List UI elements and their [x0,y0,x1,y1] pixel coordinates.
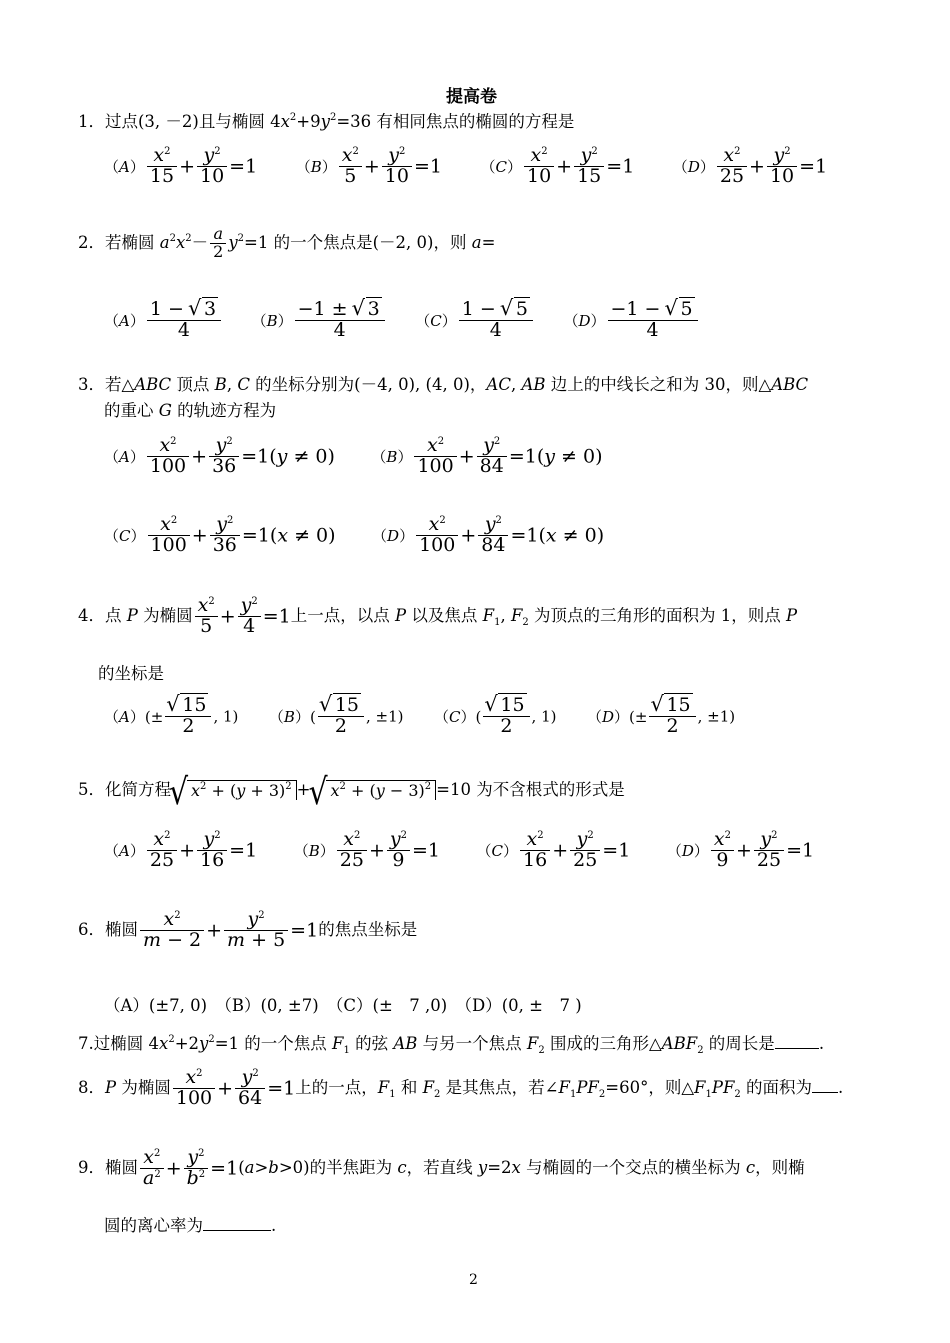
question-9-line2: 圆的离心率为 . [104,1216,277,1235]
question-8: 8．P 为椭圆 $\frac{x^2}{100}$ + $\frac{y^2}{64}$ =1上的一点，$F_1$ 和 $F_2$ 是其焦点，若$\angle F_1PF_2=60^\circ$，则$\triangle F_1PF_2$ 的面积为 . [78,1066,844,1109]
question-7: 7.过椭圆 $4x^2+2y^2=1$ 的一个焦点 $F_1$ 的弦 AB 与另一个焦点 $F_2$ 围成的三角形$\triangle ABF_2$ 的周长是 . [78,1034,825,1056]
answer-blank[interactable] [812,1080,838,1093]
question-2: 2．若椭圆 $a^2x^2-$ $\frac{a}{2}$ $y^2=1$ 的一个焦点是(－2, 0)，则 a= [78,224,496,261]
question-2-options: （A） $\frac{1 - √ 3}{4}$ （B） $\frac{-1 \pm √ 3}{4}$ （C） $\frac{1 - √ 5}{4}$ （D） $\frac{-1 - √ 5}{4}$ [104,300,700,341]
question-5-options: （A） $\frac{x^2}{25}$ + $\frac{y^2}{16}$ =1 （B） $\frac{x^2}{25}$ + $\frac{y^2}{9}$ =1 （C） $\frac{x^2}{16}$ + $\frac{y^2}{25}$ =1 （D） $\frac{x^2}{9}$ + $\frac{y^2}{25}$ =1 [104,828,815,871]
question-3-options-ab: （A） $\frac{x^2}{100}$ + $\frac{y^2}{36}$ =1(y ≠ 0) （B） $\frac{x^2}{100}$ + $\frac{y^2}{84}$ =1(y ≠ 0) [104,434,603,477]
question-1-options: （A） $\frac{x^2}{15}$ + $\frac{y^2}{10}$ =1 （B） $\frac{x^2}{5}$ + $\frac{y^2}{10}$ =1 （C） $\frac{x^2}{10}$ + $\frac{y^2}{15}$ =1 （D） $\frac{x^2}{25}$ + $\frac{y^2}{10}$ =1 [104,144,828,187]
answer-blank[interactable] [775,1036,819,1049]
page-number: 2 [469,1272,478,1288]
question-4-options: （A）(± √ $\frac{15}{2}$ , 1) （B）( √ $\frac{15}{2}$ , ±1) （C）( √ $\frac{15}{2}$ , 1) （D）(± √ $\frac{15}{2}$ , ±1) [104,696,735,737]
question-1: 1．过点(3, －2)且与椭圆 $4x^2+9y^2=36$ 有相同焦点的椭圆的方程是 [78,112,575,131]
question-3-options-cd: （C） $\frac{x^2}{100}$ + $\frac{y^2}{36}$ =1(x ≠ 0) （D） $\frac{x^2}{100}$ + $\frac{y^2}{84}$ =1(x ≠ 0) [104,513,605,556]
question-5: 5．化简方程√ $x^2 + (y + 3)^2$ +√ $x^2 + (y - 3)^2 =10$ 为不含根式的形式是 [78,776,625,800]
question-4: 4．点 P 为椭圆 $\frac{x^2}{5}$ + $\frac{y^2}{4}$ =1上一点，以点 P 以及焦点 $F_1$, $F_2$ 为顶点的三角形的面积为 1，则点 P [78,594,798,637]
question-6: 6．椭圆 $\frac{x^2}{m - 2}$ + $\frac{y^2}{m + 5}$ =1的焦点坐标是 [78,908,418,951]
question-3: 3．若△ABC 顶点 B, C 的坐标分别为(－4, 0), (4, 0)，AC, AB 边上的中线长之和为 30，则△ABC [78,375,809,394]
question-3-line2: 的重心 G 的轨迹方程为 [104,401,277,420]
page-title: 提高卷 [446,87,497,107]
question-9: 9．椭圆 $\frac{x^2}{a^2}$ + $\frac{y^2}{b^2}$ =1(a>b>0)的半焦距为 c，若直线 y=2x 与椭圆的一个交点的横坐标为 c，则椭 [78,1146,805,1189]
answer-blank[interactable] [203,1218,271,1231]
question-4-line2: 的坐标是 [98,664,164,683]
question-6-options: （A）(±7, 0) （B）(0, ±7) （C）(± 7 ,0) （D）(0, ± 7 ) [104,996,582,1015]
